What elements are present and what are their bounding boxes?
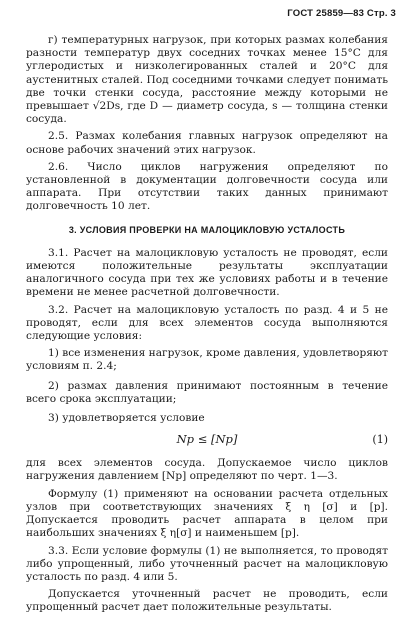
paragraph-3-1: 3.1. Расчет на малоцикловую усталость не проводят, если имеются положительные результаты эксплуатации аналогичного сосуда при тех же условиях работы и в течение времени не менее расчетной долговечности. <box>26 246 388 299</box>
paragraph-last: Допускается уточненный расчет не проводить, если упрощенный расчет дает положительные результаты. <box>26 588 388 614</box>
formula-1: Np ≤ [Np] <box>176 432 238 447</box>
paragraph-3-2: 3.2. Расчет на малоцикловую усталость по разд. 4 и 5 не проводят, если для всех элементов сосуда выполняются следующие условия: <box>26 303 388 343</box>
paragraph-2-6: 2.6. Число циклов нагружения определяют по установленной в документации долговечности сосуда или аппарата. При отсутствии таких данных принимают долговечность 10 лет. <box>26 160 388 213</box>
paragraph-2-5: 2.5. Размах колебания главных нагрузок определяют на основе рабочих значений этих нагрузок. <box>26 130 388 156</box>
paragraph-formula-note: Формулу (1) применяют на основании расчета отдельных узлов при соответствующих значениях ξ η [σ] и [p]. Допускается проводить расчет аппарата в целом при наибольших значениях ξ η[σ] и наименьшем [p]. <box>26 487 388 540</box>
paragraph-after-formula: для всех элементов сосуда. Допускаемое число циклов нагружения давлением [Np] определяют по черт. 1—3. <box>26 457 388 483</box>
list-item-2: 2) размах давления принимают постоянным в течение всего срока эксплуатации; <box>26 379 388 405</box>
formula-row <box>26 431 388 451</box>
section-3-title: 3. УСЛОВИЯ ПРОВЕРКИ НА МАЛОЦИКЛОВУЮ УСТАЛОСТЬ <box>68 224 346 235</box>
formula-number: (1) <box>372 433 388 447</box>
paragraph-3-3: 3.3. Если условие формулы (1) не выполняется, то проводят либо упрощенный, либо уточненный расчет на малоцикловую усталость по разд. 4 или 5. <box>26 544 388 583</box>
paragraph-item-g: г) температурных нагрузок, при которых размах колебания разности температур двух соседних точках менее 15°С для углеродистых и низколегированных сталей и 20°С для аустенитных сталей. Под соседними точками следует понимать две точки стенки сосуда, расстояние между которыми не превышает √2Ds, где D — диаметр сосуда, s — толщина стенки сосуда. <box>26 34 388 126</box>
page-header: ГОСТ 25859—83 Стр. 3 <box>287 8 396 19</box>
list-item-1: 1) все изменения нагрузок, кроме давления, удовлетворяют условиям п. 2.4; <box>26 347 388 373</box>
document-body <box>26 34 388 619</box>
list-item-3: 3) удовлетворяется условие <box>48 412 205 425</box>
